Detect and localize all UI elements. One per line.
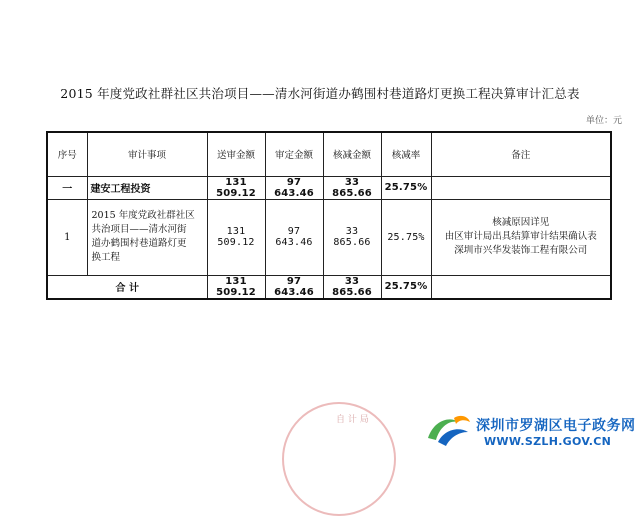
row-reduced: 33 865.66 xyxy=(323,176,381,199)
header-no: 序号 xyxy=(47,132,87,176)
row-rate: 25.75% xyxy=(381,176,431,199)
item-line: 共治项目——清水河街 xyxy=(91,224,187,235)
total-remark xyxy=(431,275,611,299)
total-reduced: 33 865.66 xyxy=(323,275,381,299)
total-label: 合 计 xyxy=(47,275,207,299)
total-rate: 25.75% xyxy=(381,275,431,299)
szlh-logo-icon xyxy=(424,410,472,450)
watermark-site-name: 深圳市罗湖区电子政务网 xyxy=(476,418,636,434)
table-total-row xyxy=(47,275,611,299)
total-submitted: 131 509.12 xyxy=(207,275,265,299)
row-remark xyxy=(431,199,611,275)
table-row xyxy=(47,199,611,275)
header-rate: 核减率 xyxy=(381,132,431,176)
row-reduced: 33 865.66 xyxy=(323,199,381,275)
row-approved: 97 643.46 xyxy=(265,176,323,199)
remark-line: 由区审计局出具结算审计结果确认表 xyxy=(444,231,597,242)
header-item: 审计事项 xyxy=(87,132,207,176)
header-remark: 备注 xyxy=(431,132,611,176)
row-rate: 25.75% xyxy=(381,199,431,275)
row-no: 1 xyxy=(47,199,87,275)
unit-label: 单位：元 xyxy=(585,116,622,126)
item-line: 换工程 xyxy=(91,252,121,263)
item-line: 道办鹤围村巷道路灯更 xyxy=(91,238,187,249)
row-submitted: 131 509.12 xyxy=(207,176,265,199)
row-item xyxy=(87,199,207,275)
row-approved: 97 643.46 xyxy=(265,199,323,275)
row-no: 一 xyxy=(47,176,87,199)
table-header-row xyxy=(47,132,611,176)
audit-summary-table xyxy=(46,131,612,300)
remark-line: 深圳市兴华发装饰工程有限公司 xyxy=(454,245,588,256)
header-approved: 审定金额 xyxy=(265,132,323,176)
row-item: 建安工程投资 xyxy=(87,176,207,199)
item-line: 2015 年度党政社群社区 xyxy=(91,210,195,221)
table-row xyxy=(47,176,611,199)
header-reduced: 核减金额 xyxy=(323,132,381,176)
header-submitted: 送审金额 xyxy=(207,132,265,176)
row-remark xyxy=(431,176,611,199)
stamp-text: 自 计 局 xyxy=(336,415,369,425)
watermark-url[interactable]: WWW.SZLH.GOV.CN xyxy=(484,435,612,448)
document-title: 2015 年度党政社群社区共治项目——清水河街道办鹤围村巷道路灯更换工程决算审计汇总表 xyxy=(60,86,580,101)
remark-line: 核减原因详见 xyxy=(492,217,550,228)
row-submitted: 131 509.12 xyxy=(207,199,265,275)
total-approved: 97 643.46 xyxy=(265,275,323,299)
